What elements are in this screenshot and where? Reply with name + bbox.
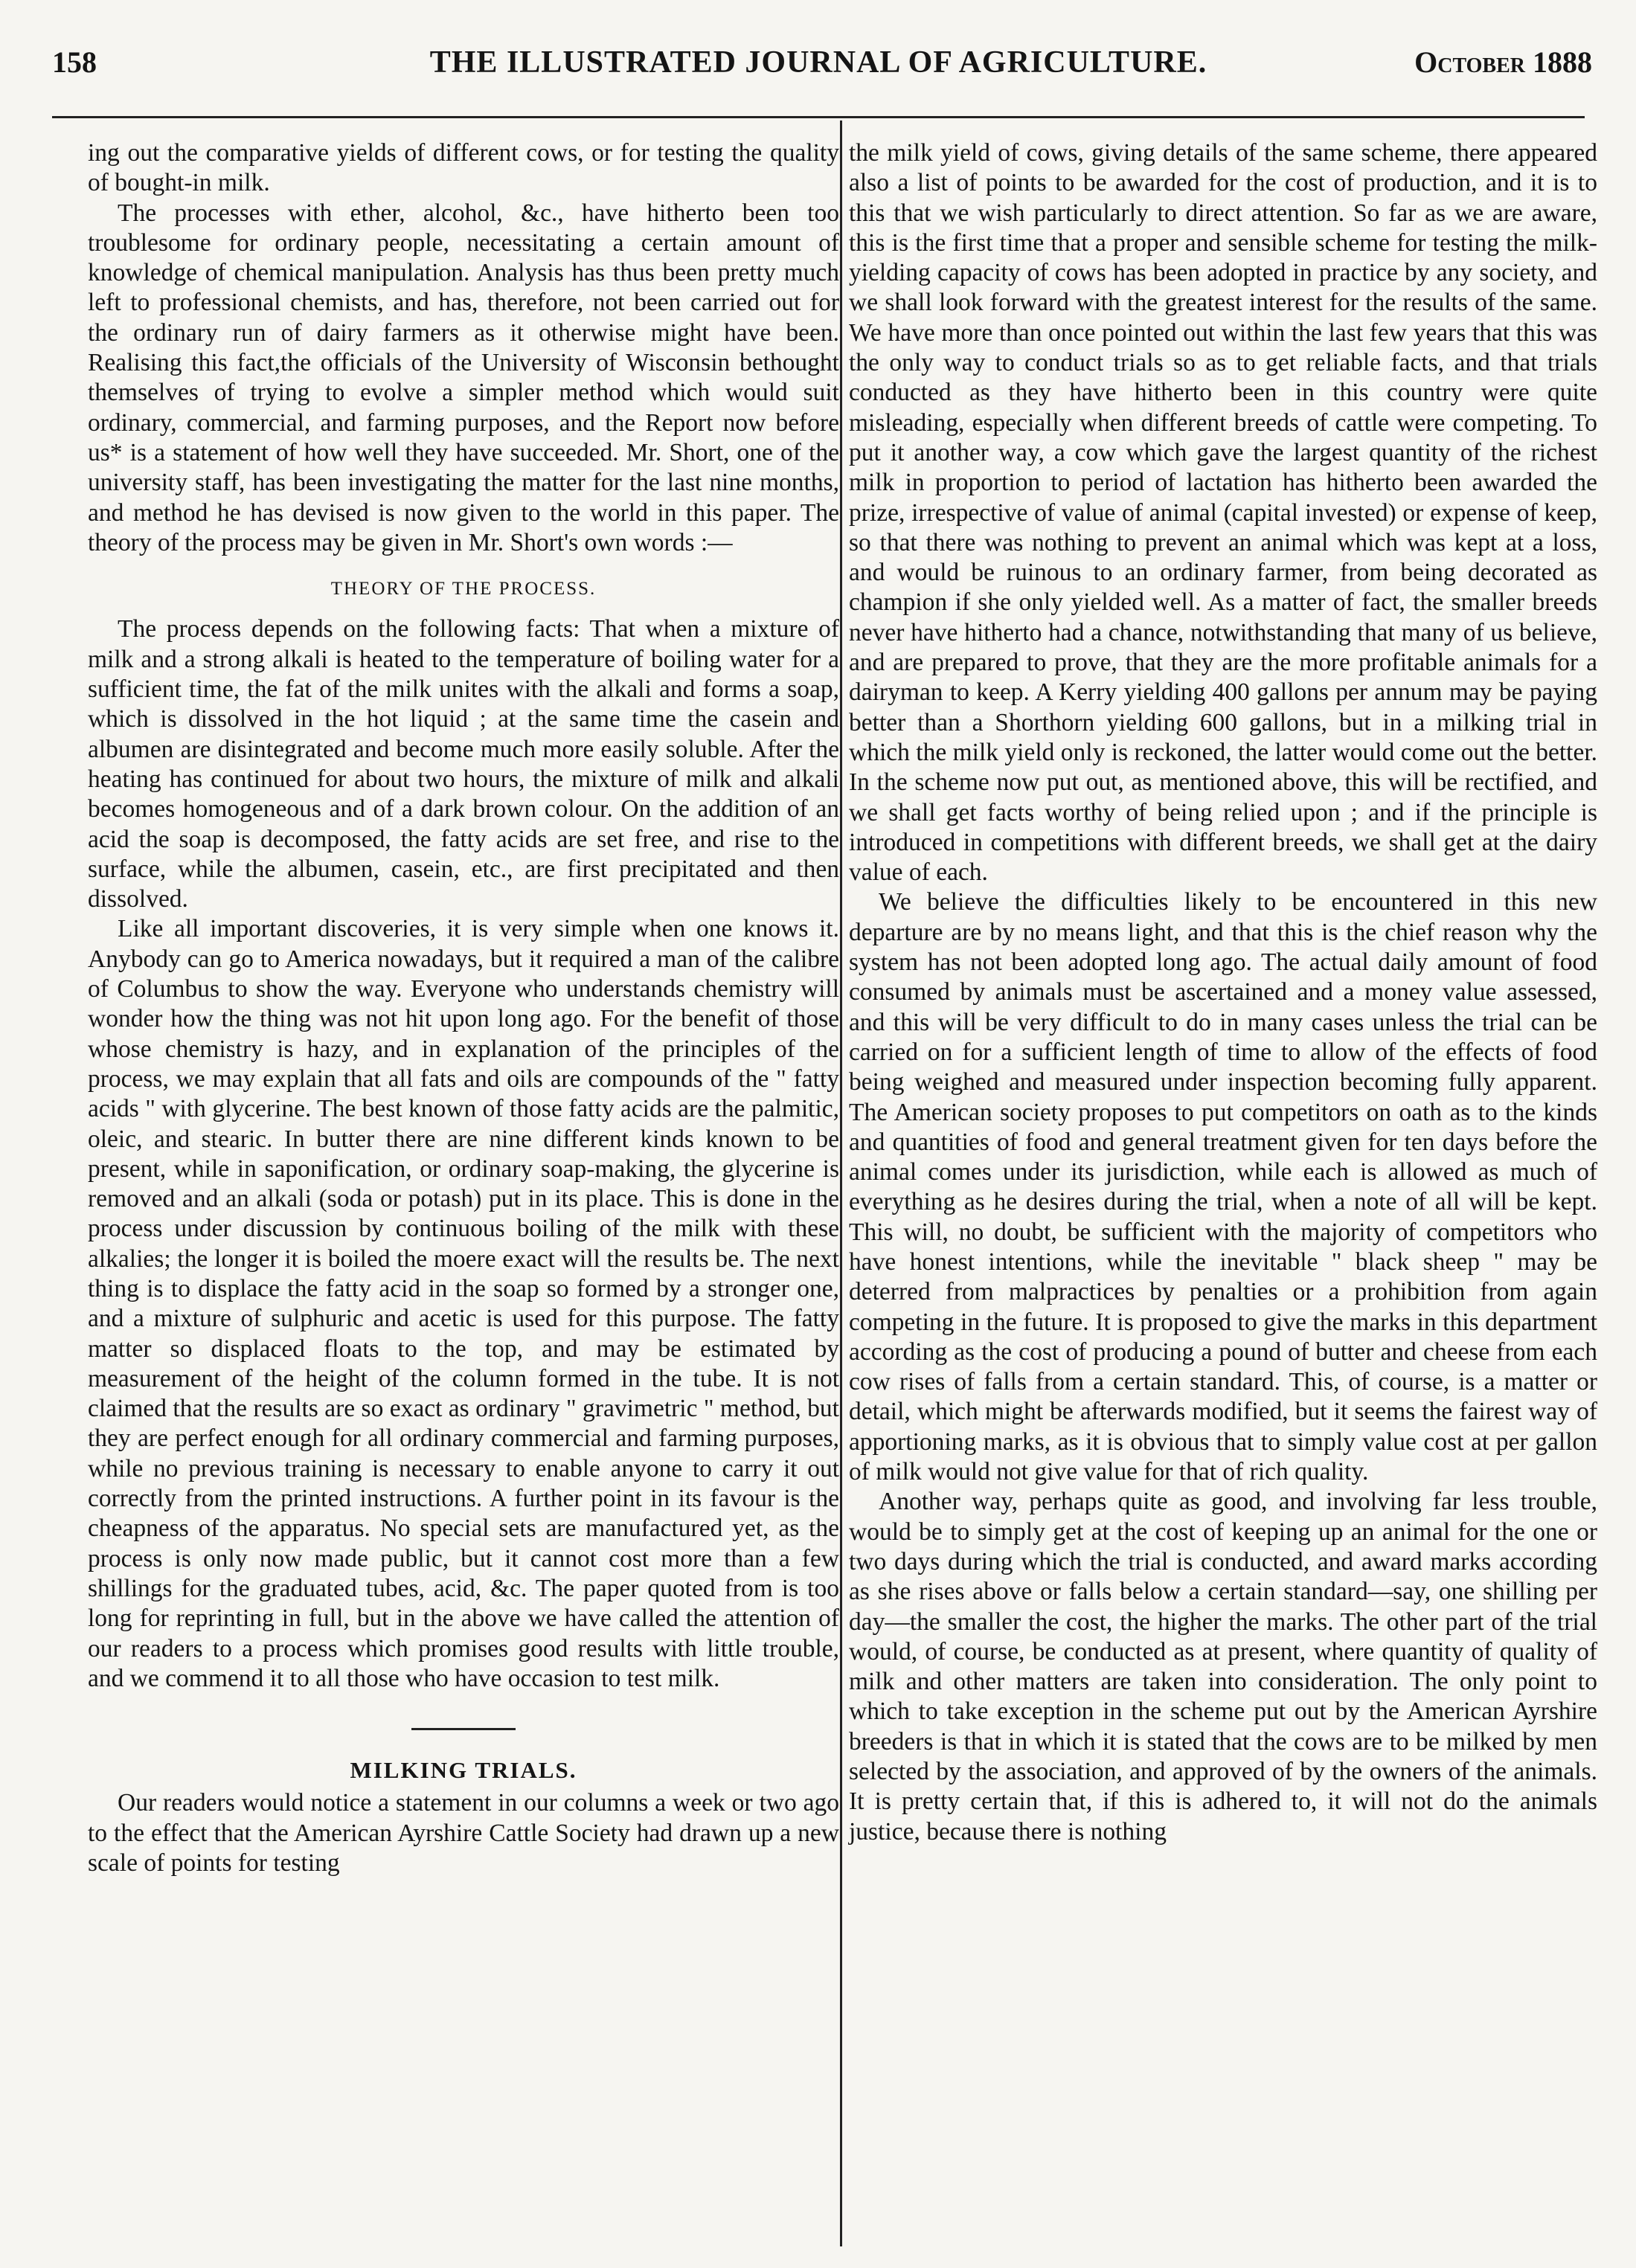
page-number: 158 — [52, 45, 97, 79]
paragraph: We believe the difficulties likely to be encountered in this new departure are by no means light, and that this is the chief reason why the system has not been adopted long ago. The actual daily amount of food consumed by animals must be ascertained and a money value assessed, and this will be very difficult to do in many cases unless the trial can be carried on for a sufficient length of time to allow of the effects of food being weighed and measured under inspection becoming fully apparent. The American society proposes to put competitors on oath as to the kinds and quantities of food and general treatment given for ten days before the animal comes under its jurisdiction, while each is allowed as much of everything as he desires during the trial, when a note of all will be kept. This will, no doubt, be sufficient with the majority of competitors who have honest intentions, while the inevitable " black sheep " may be deterred from malpractices by penalties or a prohibition from again competing in the future. It is proposed to give the marks in this department according as the cost of producing a pound of butter and cheese from each cow rises of falls from a certain standard. This, of course, is a matter or detail, which might be afterwards modified, but it seems the fairest way of apportioning marks, as it is obvious that to simply value cost at per gallon of milk would not give value for that of rich quality. — [849, 888, 1597, 1486]
section-rule — [411, 1728, 516, 1730]
paragraph: the milk yield of cows, giving details of the same scheme, there appeared also a list of points to be awarded for the cost of production, and it is to this that we wish particularly to direct attention. So far as we are aware, this is the first time that a proper and sensible scheme for testing the milk-yielding capacity of cows has been adopted in practice by any society, and we shall look forward with the greatest interest for the results of the same. We have more than once pointed out within the last few years that this was the only way to conduct trials so as to get reliable facts, and that trials conducted as they have hitherto been in this country were quite misleading, especially when different breeds of cattle were competing. To put it another way, a cow which gave the largest quantity of the richest milk in proportion to period of lactation has hitherto been awarded the prize, irrespective of value of animal (capital invested) or expense of keep, so that there was nothing to prevent an animal which was kept at a loss, and would be ruinous to an ordinary farmer, from being decorated as champion if she only yielded well. As a matter of fact, the smaller breeds never have hitherto had a chance, notwithstanding that many of us believe, and are prepared to prove, that they are the more profitable animals for a dairyman to keep. A Kerry yielding 400 gallons per annum may be paying better than a Shorthorn yielding 600 gallons, but in a milking trial in which the milk yield only is reckoned, the latter would come out the better. In the scheme now put out, as mentioned above, this will be rectified, and we shall get facts worthy of being relied upon ; and if the principle is introduced in competitions with different breeds, we shall get at the dairy value of each. — [849, 139, 1597, 887]
journal-title: THE ILLUSTRATED JOURNAL OF AGRICULTURE. — [429, 45, 1207, 80]
column-divider — [840, 121, 842, 2246]
paragraph: The process depends on the following facts: That when a mixture of milk and a strong alkali is heated to the temperature of boiling water for a sufficient time, the fat of the milk unites with the alkali and forms a soap, which is dissolved in the hot liquid ; at the same time the casein and albumen are disintegrated and become much more easily soluble. After the heating has continued for about two hours, the mixture of milk and alkali becomes homogeneous and of a dark brown colour. On the addition of an acid the soap is decomposed, the fatty acids are set free, and rise to the surface, while the albumen, casein, etc., are first precipitated and then dissolved. — [88, 615, 839, 913]
section-heading-milking-trials: MILKING TRIALS. — [350, 1757, 577, 1784]
right-column — [849, 138, 1597, 1847]
header-rule — [52, 116, 1585, 118]
left-column — [88, 138, 839, 1878]
page-header — [45, 39, 1592, 83]
paragraph: ing out the comparative yields of different cows, or for testing the quality of bought-in milk. — [88, 139, 839, 197]
paragraph: The processes with ether, alcohol, &c., have hitherto been too troublesome for ordinary people, necessitating a certain amount of knowledge of chemical manipulation. Analysis has thus been pretty much left to professional chemists, and has, therefore, not been carried out for the ordinary run of dairy farmers as it otherwise might have been. Realising this fact,the officials of the University of Wisconsin bethought themselves of trying to evolve a simpler method which would suit ordinary, commercial, and farming purposes, and the Report now before us* is a statement of how well they have succeeded. Mr. Short, one of the university staff, has been investigating the matter for the last nine months, and method he has devised is now given to the world in this paper. The theory of the process may be given in Mr. Short's own words :— — [88, 199, 839, 556]
paragraph: Our readers would notice a statement in our columns a week or two ago to the effect that the American Ayrshire Cattle Society had drawn up a new scale of points for testing — [88, 1789, 839, 1877]
issue-date: October 1888 — [1414, 45, 1592, 79]
paragraph: Like all important discoveries, it is very simple when one knows it. Anybody can go to America nowadays, but it required a man of the calibre of Columbus to show the way. Everyone who understands chemistry will wonder how the thing was not hit upon long ago. For the benefit of those whose chemistry is hazy, and in explanation of the principles of the process, we may explain that all fats and oils are compounds of the " fatty acids " with glycerine. The best known of those fatty acids are the palmitic, oleic, and stearic. In butter there are nine different kinds known to be present, while in saponification, or ordinary soap-making, the glycerine is removed and an alkali (soda or potash) put in its place. This is done in the process under discussion by continuous boiling of the milk with these alkalies; the longer it is boiled the moere exact will the results be. The next thing is to displace the fatty acid in the soap so formed by a stronger one, and a mixture of sulphuric and acetic is used for this purpose. The fatty matter so displaced floats to the top, and may be estimated by measurement of the height of the column formed in the tube. It is not claimed that the results are so exact as ordinary " gravimetric " method, but they are perfect enough for all ordinary commercial and farming purposes, while no previous training is necessary to enable anyone to carry it out correctly from the printed instructions. A further point in its favour is the cheapness of the apparatus. No special sets are manufactured yet, as the process is only now made public, but it cannot cost more than a few shillings for the graduated tubes, acid, &c. The paper quoted from is too long for reprinting in full, but in the above we have called the attention of our readers to a process which promises good results with little trouble, and we commend it to all those who have occasion to test milk. — [88, 915, 839, 1692]
paragraph: Another way, perhaps quite as good, and involving far less trouble, would be to simply get at the cost of keeping up an animal for the one or two days during which the trial is conducted, and award marks according as she rises above or falls below a certain standard—say, one shilling per day—the smaller the cost, the higher the marks. The other part of the trial would, of course, be conducted as at present, where quantity of quality of milk and other matters are taken into consideration. The only point to which to take exception in the scheme put out by the American Ayrshire breeders is that in which it is stated that the cows are to be milked by men selected by the association, and approved of by the owners of the animals. It is pretty certain that, if this is adhered to, it will not do the animals justice, because there is nothing — [849, 1488, 1597, 1845]
section-heading-theory: THEORY OF THE PROCESS. — [330, 579, 597, 600]
